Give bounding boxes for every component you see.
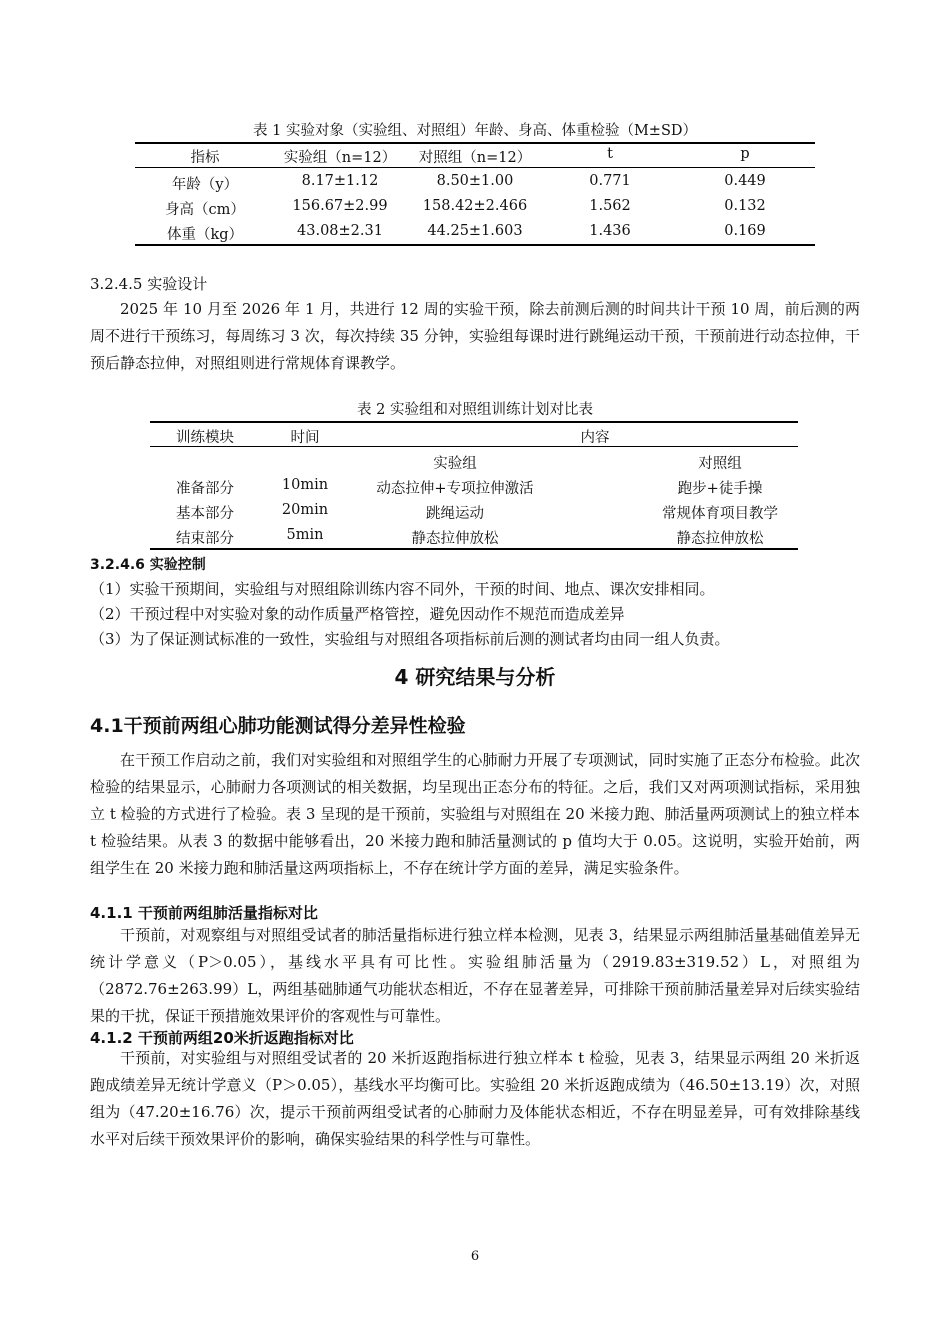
list-item: （2）干预过程中对实验对象的动作质量严格管控，避免因动作不规范而造成差异: [90, 605, 625, 623]
list-item: （3）为了保证测试标准的一致性，实验组与对照组各项指标前后测的测试者均由同一组人负责。: [90, 630, 730, 648]
section-heading-3246: 3.2.4.6 实验控制: [90, 557, 206, 573]
table1-cell: 体重（kg）: [166, 227, 244, 243]
table2-cell: 5min: [286, 527, 324, 543]
table2-cell: 跳绳运动: [426, 506, 484, 522]
table2-bottom-rule: [150, 548, 798, 550]
table1-cell: 8.17±1.12: [301, 173, 379, 189]
table1-cell: 158.42±2.466: [422, 198, 528, 214]
section-heading-411: 4.1.1 干预前两组肺活量指标对比: [90, 904, 318, 922]
table1-bottom-rule: [135, 244, 815, 246]
table2-subheader-cell: 对照组: [698, 456, 742, 472]
table1-top-rule: [135, 142, 815, 144]
table1-header-cell: p: [740, 146, 750, 162]
table1-header-cell: 指标: [190, 150, 220, 166]
table1-caption: 表 1 实验对象（实验组、对照组）年龄、身高、体重检验（M±SD）: [253, 123, 697, 139]
paragraph-3245: 2025 年 10 月至 2026 年 1 月，共进行 12 周的实验干预，除去前测后测的时间共计干预 10 周，前后测的两周不进行干预练习，每周练习 3 次，每次持续 35 分钟，实验组每课时进行跳绳运动干预，干预前进行动态拉伸，干预后静态拉伸，对照组则进行常规体育课教学。: [90, 300, 860, 372]
paragraph-41: 在干预工作启动之前，我们对实验组和对照组学生的心肺耐力开展了专项测试，同时实施了正态分布检验。此次检验的结果显示，心肺耐力各项测试的相关数据，均呈现出正态分布的特征。之后，我们又对两项测试指标，采用独立 t 检验的方式进行了检验。表 3 呈现的是干预前，实验组与对照组在 20 米接力跑、肺活量两项测试上的独立样本 t 检验结果。从表 3 的数据中能够看出，20 米接力跑和肺活量测试的 p 值均大于 0.05。这说明，实验开始前，两组学生在 20 米接力跑和肺活量这两项指标上，不存在统计学方面的差异，满足实验条件。: [90, 751, 860, 877]
table1-cell: 156.67±2.99: [292, 198, 388, 214]
chapter-title: 4 研究结果与分析: [394, 665, 556, 689]
table2-header-cell: 内容: [580, 430, 610, 446]
table2-cell: 准备部分: [176, 481, 234, 497]
table2-cell: 静态拉伸放松: [411, 531, 499, 547]
table1-cell: 年龄（y）: [171, 177, 239, 193]
paragraph-411: 干预前，对观察组与对照组受试者的肺活量指标进行独立样本检测，见表 3，结果显示两组肺活量基础值差异无统计学意义（P＞0.05），基线水平具有可比性。实验组肺活量为（2919.83±319.52）L，对照组为（2872.76±263.99）L，两组基础肺通气功能状态相近，不存在显著差异，可排除干预前肺活量差异对后续实验结果的干扰，保证干预措施效果评价的客观性与可靠性。: [90, 926, 860, 1025]
page-number: 6: [470, 1249, 480, 1264]
section-heading-3245: 3.2.4.5 实验设计: [90, 275, 208, 293]
table1-header-rule: [135, 167, 815, 168]
section-heading-412: 4.1.2 干预前两组20米折返跑指标对比: [90, 1029, 354, 1047]
table1-cell: 0.771: [589, 173, 631, 189]
table1-header-cell: 实验组（n=12）: [283, 150, 397, 166]
table1-cell: 43.08±2.31: [297, 223, 383, 239]
table1-cell: 8.50±1.00: [436, 173, 514, 189]
table1-cell: 0.169: [724, 223, 766, 239]
table1-cell: 0.449: [724, 173, 766, 189]
table2-subheader-cell: 实验组: [433, 456, 477, 472]
table2-cell: 10min: [281, 477, 329, 493]
table1-cell: 44.25±1.603: [427, 223, 523, 239]
table1-cell: 0.132: [724, 198, 766, 214]
table2-cell: 静态拉伸放松: [676, 531, 764, 547]
section-heading-41: 4.1干预前两组心肺功能测试得分差异性检验: [90, 715, 466, 737]
table1-header-cell: t: [607, 146, 613, 162]
table2-cell: 基本部分: [176, 506, 234, 522]
paragraph-412: 干预前，对实验组与对照组受试者的 20 米折返跑指标进行独立样本 t 检验，见表 3，结果显示两组 20 米折返跑成绩差异无统计学意义（P＞0.05），基线水平均衡可比。实验组 20 米折返跑成绩为（46.50±13.19）次，对照组为（47.20±16.76）次，提示干预前两组受试者的心肺耐力及体能状态相近，不存在明显差异，可有效排除基线水平对后续干预效果评价的影响，确保实验结果的科学性与可靠性。: [90, 1049, 860, 1148]
table2-cell: 结束部分: [176, 531, 234, 547]
table2-cell: 20min: [281, 502, 329, 518]
table2-cell: 动态拉伸+专项拉伸激活: [376, 481, 534, 497]
table1-cell: 1.562: [589, 198, 631, 214]
table2-header-cell: 时间: [290, 430, 320, 446]
table1-cell: 1.436: [589, 223, 631, 239]
table1-header-cell: 对照组（n=12）: [418, 150, 532, 166]
table2-header-cell: 训练模块: [176, 430, 234, 446]
table1-cell: 身高（cm）: [165, 202, 245, 218]
table2-top-rule: [150, 421, 798, 423]
table2-caption: 表 2 实验组和对照组训练计划对比表: [357, 402, 593, 418]
table2-cell: 常规体育项目教学: [662, 506, 778, 522]
list-item: （1）实验干预期间，实验组与对照组除训练内容不同外，干预的时间、地点、课次安排相同。: [90, 580, 715, 598]
table2-cell: 跑步+徒手操: [677, 481, 763, 497]
table2-header-rule: [150, 446, 798, 447]
